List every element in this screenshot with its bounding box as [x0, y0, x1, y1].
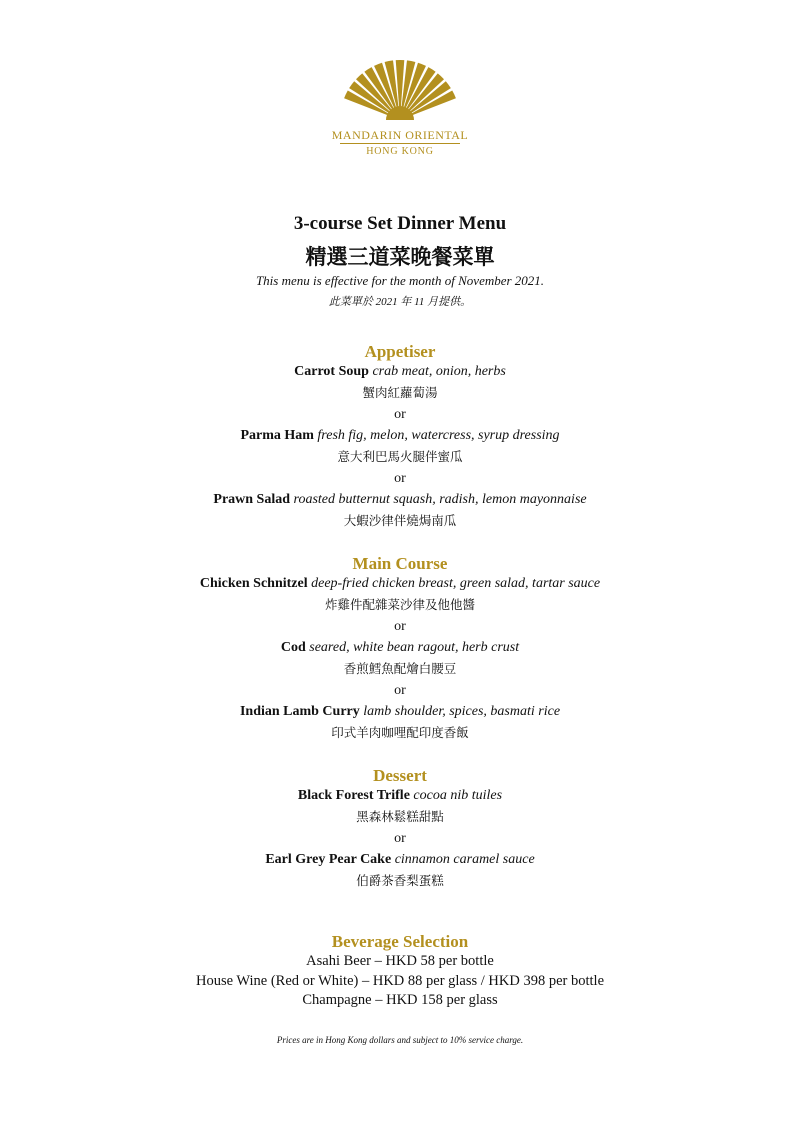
beverage-line: Asahi Beer – HKD 58 per bottle: [306, 953, 494, 969]
or-separator: or: [394, 831, 406, 846]
beverage-section: [0, 932, 800, 1011]
dish-chinese-name: 意大利巴馬火腿伴蜜瓜: [337, 449, 463, 464]
dish-description: seared, white bean ragout, herb crust: [309, 640, 520, 655]
dish-name: Prawn Salad: [213, 492, 291, 507]
dish-description: roasted butternut squash, radish, lemon mayonnaise: [293, 492, 587, 507]
effective-note: This menu is effective for the month of November 2021.: [255, 273, 545, 288]
menu-item: [0, 574, 800, 594]
brand-name: MANDARIN ORIENTAL: [331, 128, 469, 142]
dish-chinese-name: 炸雞件配雜菜沙律及他他醬: [324, 597, 475, 612]
dish-chinese-name: 印式羊肉咖哩配印度香飯: [331, 725, 469, 740]
main-course-section: [0, 554, 800, 744]
dish-name: Chicken Schnitzel: [199, 576, 308, 591]
dish-name: Earl Grey Pear Cake: [265, 852, 392, 867]
brand-divider: [340, 143, 460, 144]
menu-item: [0, 490, 800, 510]
dish-description: cocoa nib tuiles: [413, 788, 503, 803]
section-heading: Beverage Selection: [331, 932, 469, 951]
effective-note-chinese: 此菜單於 2021 年 11 月提供。: [328, 296, 472, 308]
dish-description: crab meat, onion, herbs: [372, 364, 506, 379]
dish-chinese-name: 香煎鱈魚配燴白腰豆: [343, 661, 457, 676]
menu-item: [0, 702, 800, 722]
dish-description: deep-fried chicken breast, green salad, tartar sauce: [311, 576, 601, 591]
section-heading: Main Course: [352, 554, 448, 573]
menu-item: [0, 850, 800, 870]
section-heading: Appetiser: [364, 342, 436, 361]
dish-name: Carrot Soup: [294, 364, 369, 379]
beverage-line: House Wine (Red or White) – HKD 88 per glass / HKD 398 per bottle: [195, 972, 605, 989]
menu-item: [0, 786, 800, 806]
or-separator: or: [394, 407, 406, 422]
menu-item: [0, 426, 800, 446]
section-heading: Dessert: [373, 766, 427, 785]
dish-chinese-name: 大蝦沙律伴燒焗南瓜: [343, 513, 457, 528]
or-separator: or: [394, 619, 406, 634]
menu-item: [0, 362, 800, 382]
menu-title-chinese: 精選三道菜晚餐菜單: [305, 245, 495, 269]
dish-chinese-name: 蟹肉紅蘿蔔湯: [362, 385, 438, 400]
dish-name: Cod: [280, 640, 306, 655]
dish-name: Parma Ham: [240, 428, 314, 443]
beverage-line: Champagne – HKD 158 per glass: [302, 992, 498, 1008]
dish-description: cinnamon caramel sauce: [394, 852, 535, 867]
dish-chinese-name: 伯爵茶香梨蛋糕: [356, 873, 444, 888]
dish-name: Black Forest Trifle: [297, 788, 410, 803]
price-footnote: Prices are in Hong Kong dollars and subject to 10% service charge.: [276, 1035, 524, 1045]
dessert-section: [0, 766, 800, 892]
brand-location: HONG KONG: [366, 146, 434, 157]
dish-description: fresh fig, melon, watercress, syrup dressing: [317, 428, 560, 443]
dish-chinese-name: 黑森林鬆糕甜點: [356, 809, 444, 824]
dish-name: Indian Lamb Curry: [239, 704, 360, 719]
menu-title: 3-course Set Dinner Menu: [293, 213, 507, 234]
or-separator: or: [394, 683, 406, 698]
menu-item: [0, 638, 800, 658]
dish-description: lamb shoulder, spices, basmati rice: [363, 704, 561, 719]
or-separator: or: [394, 471, 406, 486]
appetiser-section: [0, 342, 800, 532]
